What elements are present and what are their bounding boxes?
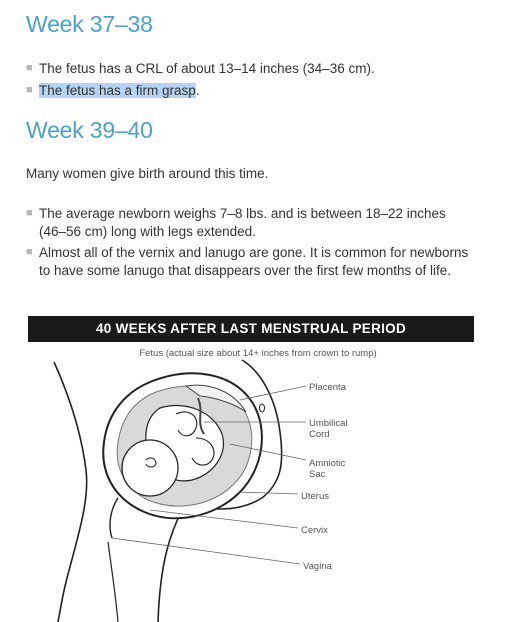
bullet-icon: ■ xyxy=(26,62,33,74)
bullet-text: The fetus has a CRL of about 13–14 inches (34–36 cm). xyxy=(39,61,375,76)
umbilical-cord-label-line1: Umbilical xyxy=(309,418,348,429)
list-item xyxy=(26,205,476,240)
list-item xyxy=(26,244,476,279)
figure-title-bar: 40 WEEKS AFTER LAST MENSTRUAL PERIOD xyxy=(28,316,474,342)
bullet-icon: ■ xyxy=(26,246,33,258)
placenta-label: Placenta xyxy=(309,382,346,393)
inner-outline xyxy=(108,542,118,622)
amniotic-sac-label-line2: Sac xyxy=(309,469,326,480)
week-39-40-list xyxy=(26,205,476,283)
bullet-icon: ■ xyxy=(26,207,33,219)
bullet-text: The average newborn weighs 7–8 lbs. and is between 18–22 inches (46–56 cm) long with legs extended. xyxy=(39,206,446,239)
cervix-label: Cervix xyxy=(301,525,328,536)
pregnancy-diagram xyxy=(0,342,526,622)
vagina-label: Vagina xyxy=(303,561,332,572)
bullet-suffix: . xyxy=(195,82,200,98)
cervix-shape xyxy=(110,498,118,538)
week-37-38-list xyxy=(26,60,476,103)
list-item xyxy=(26,82,476,100)
amniotic-sac-label-line1: Amniotic xyxy=(309,458,346,469)
highlighted-selection[interactable]: The fetus has a firm grasp xyxy=(39,82,196,98)
week-39-40-heading: Week 39–40 xyxy=(26,117,153,143)
navel-mark xyxy=(260,404,265,412)
uterus-label: Uterus xyxy=(301,491,329,502)
fetus-head xyxy=(122,440,178,496)
umbilical-cord-label-line2: Cord xyxy=(309,429,330,440)
figure-caption: Fetus (actual size about 14+ inches from crown to rump) xyxy=(139,348,377,359)
intro-paragraph: Many women give birth around this time. xyxy=(26,166,269,181)
leg-outline xyxy=(158,502,186,622)
week-37-38-heading: Week 37–38 xyxy=(26,11,153,37)
bullet-icon: ■ xyxy=(26,83,33,96)
list-item xyxy=(26,60,476,78)
back-outline xyxy=(54,362,87,622)
bullet-text: Almost all of the vernix and lanugo are gone. It is common for newborns to have some lanugo that disappears over the first few months of life. xyxy=(39,245,469,278)
